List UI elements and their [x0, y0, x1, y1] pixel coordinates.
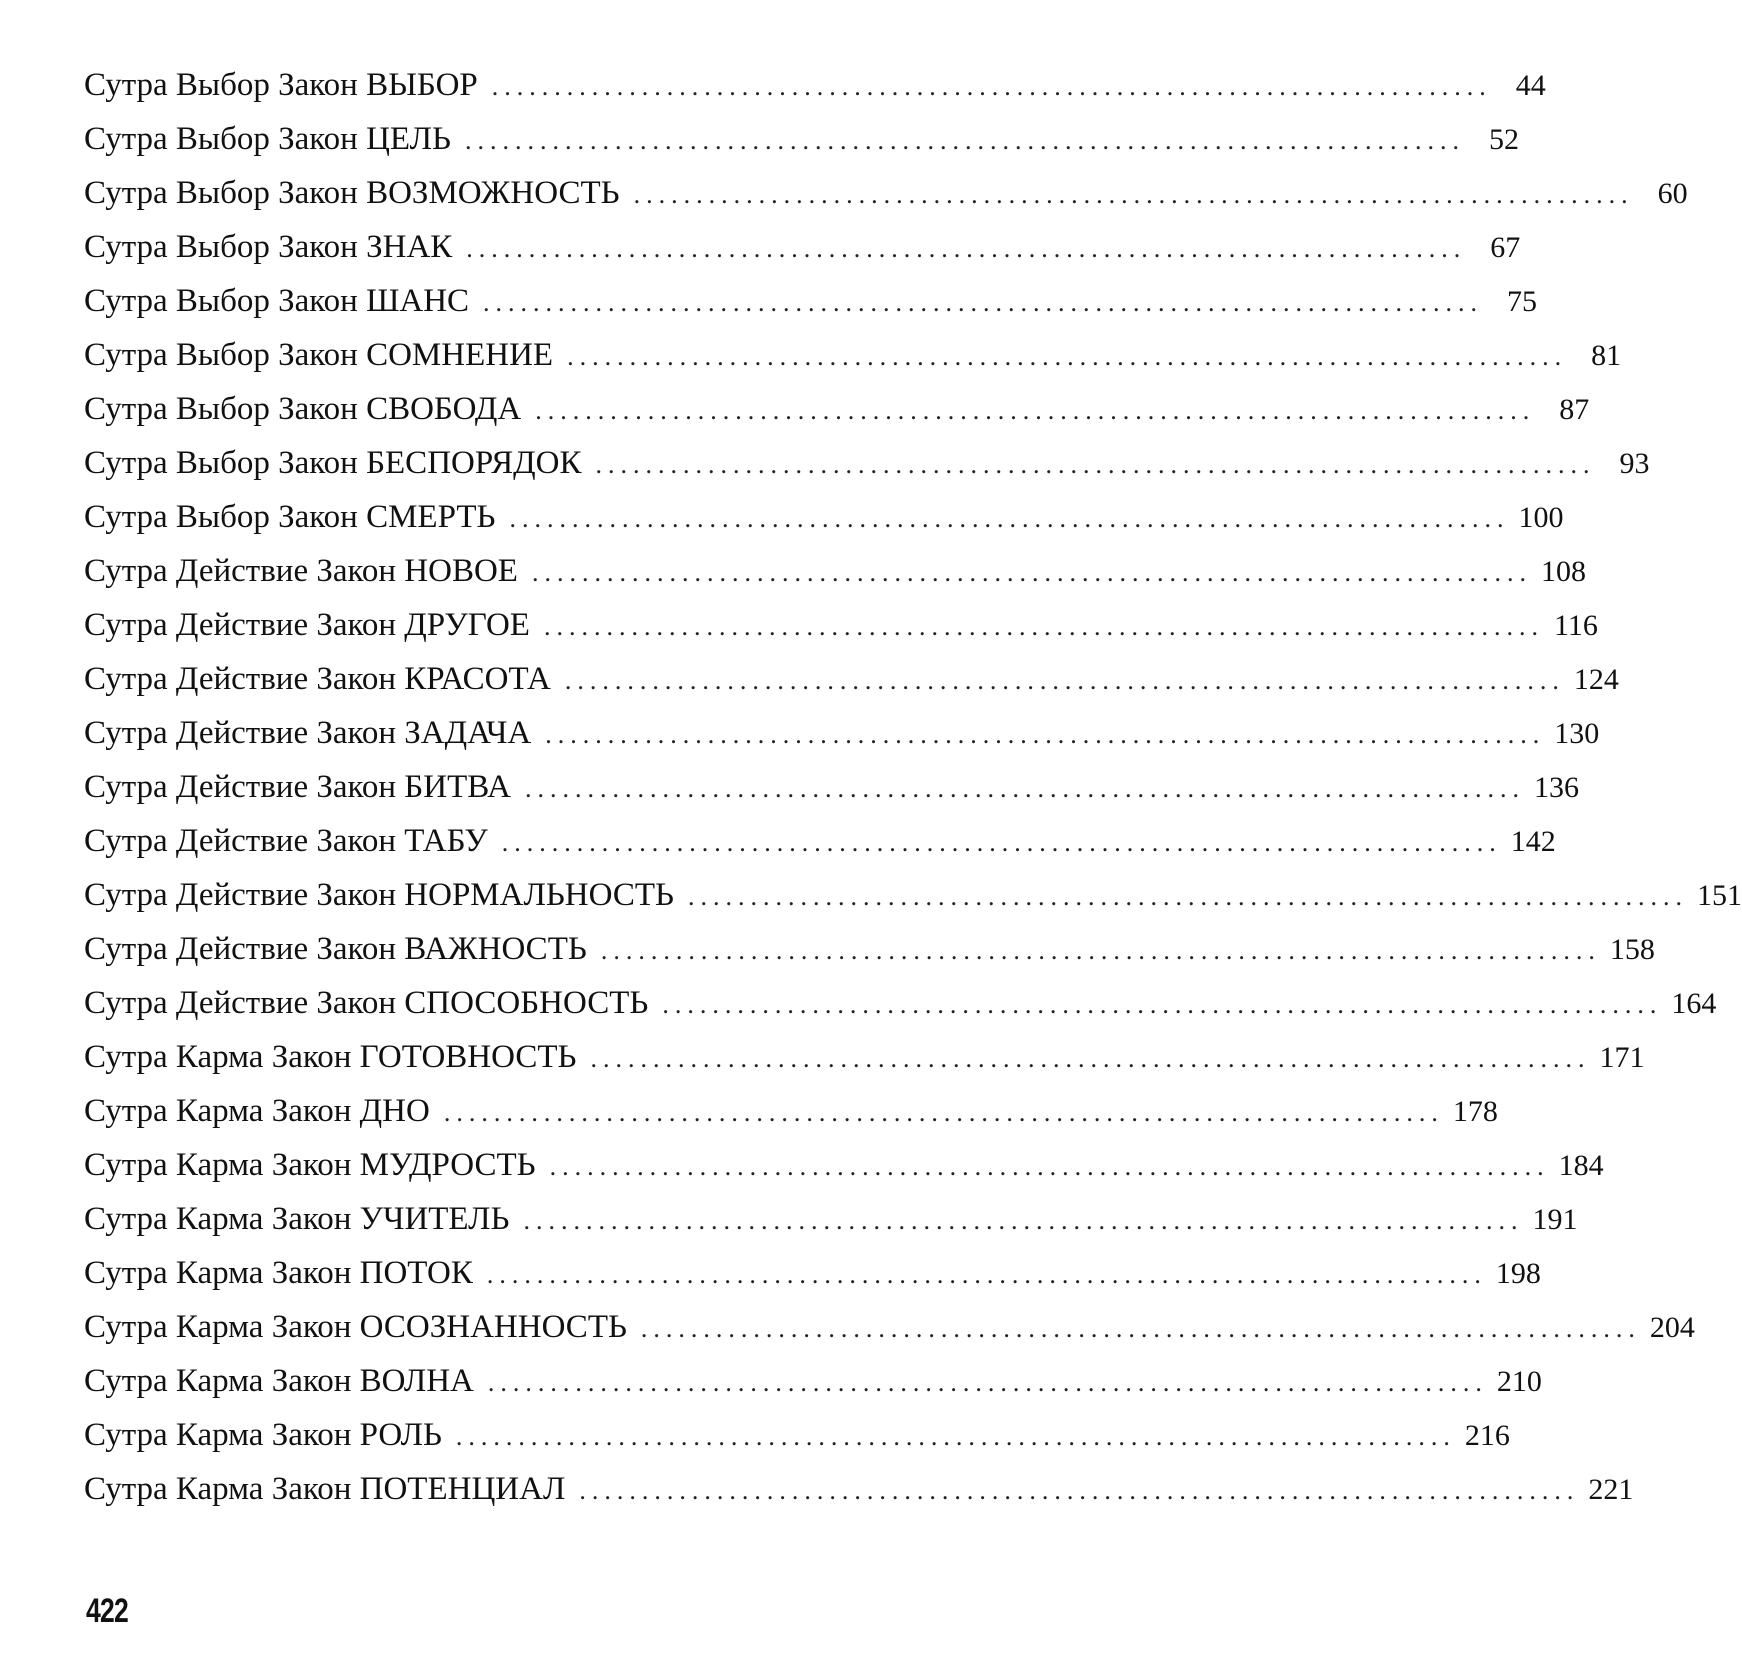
- toc-entry: [84, 1354, 1542, 1408]
- toc-entry: [84, 814, 1556, 868]
- toc-dot-leader: ................................................................................: [640, 1314, 1641, 1343]
- toc-entry-page-number: 210: [1496, 1365, 1542, 1398]
- toc-entry-page-number: 60: [1657, 177, 1688, 210]
- toc-entry: [84, 922, 1655, 976]
- toc-entry-title: Сутра Выбор Закон БЕСПОРЯДОК: [84, 445, 582, 481]
- toc-entry: [84, 868, 1742, 922]
- toc-entry: [84, 1462, 1634, 1516]
- toc-entry-title: Сутра Карма Закон ВОЛНА: [84, 1363, 474, 1399]
- toc-entry-page-number: 124: [1573, 663, 1619, 696]
- toc-dot-leader: ................................................................................: [590, 1044, 1591, 1073]
- toc-entry-page-number: 164: [1671, 987, 1717, 1020]
- toc-entry: [84, 436, 1650, 490]
- toc-entry: [84, 166, 1688, 220]
- toc-entry: [84, 598, 1598, 652]
- toc-entry-title: Сутра Выбор Закон ВЫБОР: [84, 67, 478, 103]
- toc-dot-leader: ................................................................................: [491, 72, 1492, 101]
- toc-dot-leader: ................................................................................: [531, 558, 1532, 587]
- toc-entry-title: Сутра Выбор Закон СМЕРТЬ: [84, 499, 496, 535]
- toc-entry-title: Сутра Карма Закон ПОТЕНЦИАЛ: [84, 1471, 566, 1507]
- toc-entry-title: Сутра Действие Закон КРАСОТА: [84, 661, 551, 697]
- toc-entry-title: Сутра Карма Закон УЧИТЕЛЬ: [84, 1201, 510, 1237]
- toc-dot-leader: ................................................................................: [600, 936, 1601, 965]
- toc-entry-page-number: 75: [1507, 285, 1538, 318]
- table-of-contents: [84, 58, 1742, 1516]
- page-number: 422: [86, 1592, 128, 1630]
- toc-dot-leader: ................................................................................: [535, 396, 1536, 425]
- toc-dot-leader: ................................................................................: [466, 234, 1467, 263]
- toc-entry-title: Сутра Выбор Закон ШАНС: [84, 283, 470, 319]
- toc-entry-page-number: 100: [1518, 501, 1564, 534]
- toc-entry-page-number: 87: [1559, 393, 1590, 426]
- toc-entry-title: Сутра Карма Закон ДНО: [84, 1093, 430, 1129]
- toc-entry-page-number: 81: [1591, 339, 1622, 372]
- toc-dot-leader: ................................................................................: [549, 1152, 1550, 1181]
- toc-entry-title: Сутра Выбор Закон ЦЕЛЬ: [84, 121, 451, 157]
- toc-entry-page-number: 108: [1540, 555, 1586, 588]
- toc-dot-leader: ................................................................................: [464, 126, 1465, 155]
- toc-entry: [84, 1192, 1578, 1246]
- toc-entry: [84, 382, 1590, 436]
- toc-dot-leader: ................................................................................: [545, 720, 1546, 749]
- toc-entry-page-number: 158: [1609, 933, 1655, 966]
- toc-entry: [84, 976, 1717, 1030]
- toc-dot-leader: ................................................................................: [483, 288, 1484, 317]
- toc-entry: [84, 112, 1519, 166]
- toc-entry-page-number: 191: [1532, 1203, 1578, 1236]
- toc-entry: [84, 328, 1622, 382]
- toc-entry: [84, 760, 1579, 814]
- toc-entry-title: Сутра Действие Закон НОРМАЛЬНОСТЬ: [84, 877, 674, 913]
- toc-dot-leader: ................................................................................: [688, 882, 1688, 911]
- toc-entry-title: Сутра Действие Закон ТАБУ: [84, 823, 488, 859]
- toc-dot-leader: ................................................................................: [633, 180, 1634, 209]
- toc-dot-leader: ................................................................................: [455, 1422, 1456, 1451]
- toc-entry: [84, 1300, 1695, 1354]
- toc-dot-leader: ................................................................................: [564, 666, 1565, 695]
- toc-entry-title: Сутра Выбор Закон ЗНАК: [84, 229, 453, 265]
- toc-dot-leader: ................................................................................: [567, 342, 1568, 371]
- toc-entry-title: Сутра Карма Закон МУДРОСТЬ: [84, 1147, 536, 1183]
- toc-entry-page-number: 52: [1488, 123, 1519, 156]
- toc-entry: [84, 1408, 1510, 1462]
- toc-dot-leader: ................................................................................: [487, 1368, 1488, 1397]
- toc-entry-page-number: 136: [1534, 771, 1579, 804]
- toc-entry-title: Сутра Карма Закон ОСОЗНАННОСТЬ: [84, 1309, 627, 1345]
- toc-entry: [84, 274, 1538, 328]
- toc-entry-page-number: 178: [1452, 1095, 1498, 1128]
- toc-entry-title: Сутра Выбор Закон ВОЗМОЖНОСТЬ: [84, 175, 620, 211]
- toc-entry-page-number: 221: [1588, 1473, 1634, 1506]
- toc-dot-leader: ................................................................................: [501, 828, 1502, 857]
- toc-dot-leader: ................................................................................: [579, 1476, 1580, 1505]
- toc-entry: [84, 490, 1564, 544]
- toc-entry: [84, 1084, 1498, 1138]
- toc-dot-leader: ................................................................................: [595, 450, 1596, 479]
- toc-entry-title: Сутра Действие Закон ДРУГОЕ: [84, 607, 530, 643]
- toc-entry-page-number: 184: [1558, 1149, 1604, 1182]
- toc-entry: [84, 1246, 1541, 1300]
- toc-entry-title: Сутра Выбор Закон СОМНЕНИЕ: [84, 337, 554, 373]
- toc-entry: [84, 58, 1546, 112]
- toc-entry-page-number: 171: [1599, 1041, 1645, 1074]
- toc-dot-leader: ................................................................................: [525, 774, 1525, 803]
- toc-entry-title: Сутра Действие Закон ВАЖНОСТЬ: [84, 931, 587, 967]
- toc-dot-leader: ................................................................................: [486, 1260, 1487, 1289]
- toc-entry-page-number: 142: [1510, 825, 1556, 858]
- toc-entry-title: Сутра Карма Закон ГОТОВНОСТЬ: [84, 1039, 577, 1075]
- toc-entry-title: Сутра Действие Закон НОВОЕ: [84, 553, 518, 589]
- toc-entry-page-number: 204: [1649, 1311, 1695, 1344]
- toc-entry-page-number: 93: [1619, 447, 1650, 480]
- toc-entry-page-number: 216: [1464, 1419, 1510, 1452]
- toc-dot-leader: ................................................................................: [509, 504, 1510, 533]
- toc-dot-leader: ................................................................................: [443, 1098, 1444, 1127]
- toc-dot-leader: ................................................................................: [662, 990, 1663, 1019]
- toc-entry: [84, 220, 1521, 274]
- toc-entry-page-number: 44: [1515, 69, 1546, 102]
- toc-entry-page-number: 198: [1495, 1257, 1541, 1290]
- toc-entry-title: Сутра Карма Закон РОЛЬ: [84, 1417, 442, 1453]
- toc-entry: [84, 1138, 1604, 1192]
- toc-entry: [84, 652, 1619, 706]
- toc-entry-title: Сутра Действие Закон СПОСОБНОСТЬ: [84, 985, 649, 1021]
- toc-entry: [84, 706, 1600, 760]
- toc-dot-leader: ................................................................................: [543, 612, 1544, 641]
- toc-entry: [84, 544, 1586, 598]
- toc-entry-page-number: 67: [1490, 231, 1521, 264]
- toc-entry-title: Сутра Карма Закон ПОТОК: [84, 1255, 473, 1291]
- toc-entry: [84, 1030, 1645, 1084]
- toc-entry-title: Сутра Действие Закон ЗАДАЧА: [84, 715, 532, 751]
- toc-entry-page-number: 151: [1697, 879, 1742, 912]
- toc-entry-page-number: 130: [1554, 717, 1600, 750]
- toc-entry-title: Сутра Выбор Закон СВОБОДА: [84, 391, 522, 427]
- toc-dot-leader: ................................................................................: [523, 1206, 1524, 1235]
- toc-entry-page-number: 116: [1554, 609, 1598, 642]
- toc-entry-title: Сутра Действие Закон БИТВА: [84, 769, 511, 805]
